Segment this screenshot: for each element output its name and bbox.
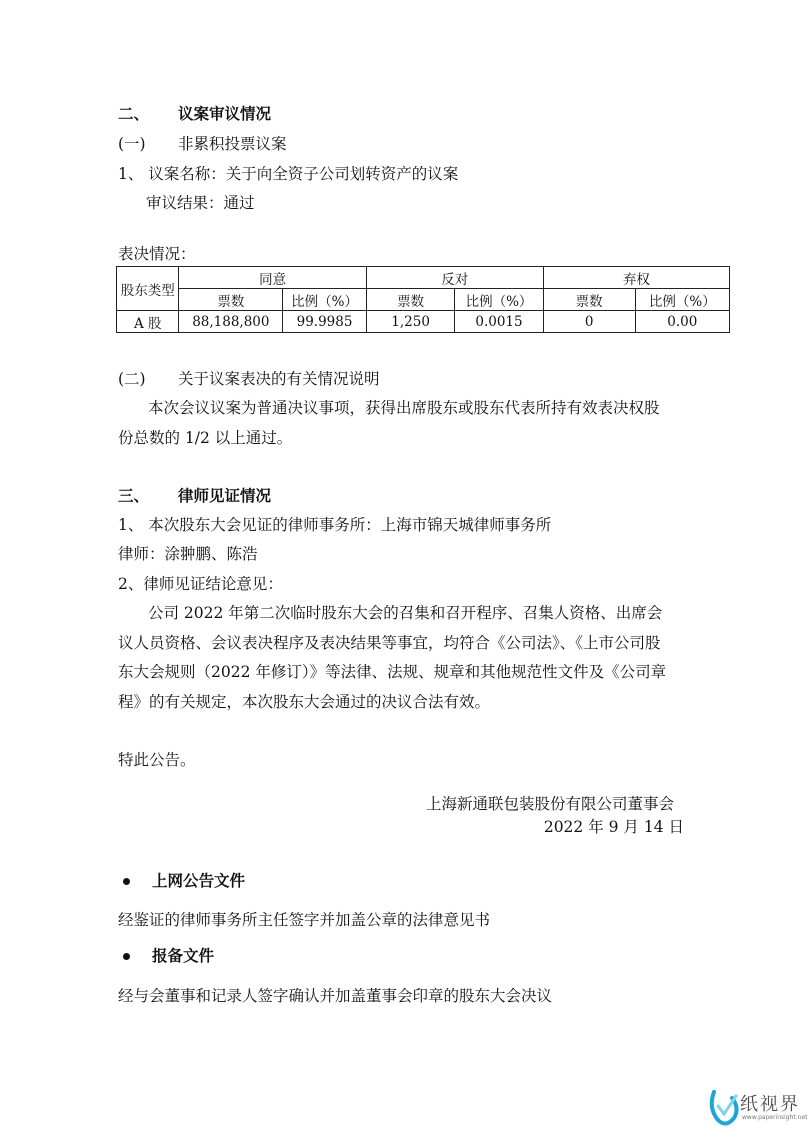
signature-company: 上海新通联包装股份有限公司董事会: [425, 795, 674, 813]
cell-agree-votes: 88,188,800: [179, 311, 283, 333]
table-subheader-row: [117, 289, 730, 311]
bullet-icon: [123, 878, 130, 885]
header-votes: 票数: [179, 289, 283, 311]
header-ratio: 比例（%）: [455, 289, 543, 311]
watermark-url: www.paperinsight.net: [742, 1114, 808, 1121]
filed-docs-text: 经与会董事和记录人签字确认并加盖董事会印章的股东大会决议: [118, 987, 553, 1005]
online-docs-heading: 上网公告文件: [152, 872, 246, 890]
section-title: 议案审议情况: [178, 105, 272, 123]
filed-docs-heading: 报备文件: [152, 947, 215, 965]
paragraph-line: 程》的有关规定，本次股东大会通过的决议合法有效。: [118, 693, 491, 711]
group-oppose: 反对: [366, 267, 543, 289]
table-header-row: [117, 267, 730, 289]
paragraph-line: 本次会议议案为普通决议事项，获得出席股东或股东代表所持有效表决权股: [148, 399, 660, 417]
lawyers-line: 律师：涂翀鹏、陈浩: [118, 545, 258, 563]
header-votes: 票数: [366, 289, 454, 311]
review-result: 审议结果：通过: [146, 194, 255, 212]
section-title: 律师见证情况: [178, 487, 272, 505]
vote-label: 表决情况：: [118, 245, 196, 263]
table-row: [117, 311, 730, 333]
group-abstain: 弃权: [543, 267, 729, 289]
watermark-text: 纸视界: [740, 1094, 800, 1115]
paragraph-line: 公司 2022 年第二次临时股东大会的召集和召开程序、召集人资格、出席会: [148, 604, 663, 622]
cell-oppose-votes: 1,250: [366, 311, 454, 333]
vote-table: [116, 266, 730, 333]
subsection-number: (一): [118, 135, 146, 153]
section-number: 三、: [118, 487, 150, 505]
online-docs-text: 经鉴证的律师事务所主任签字并加盖公章的法律意见书: [118, 911, 491, 929]
subsection-title: 非累积投票议案: [178, 135, 287, 153]
header-ratio: 比例（%）: [635, 289, 729, 311]
paragraph-line: 东大会规则（2022 年修订）》等法律、法规、规章和其他规范性文件及《公司章: [118, 663, 667, 681]
cell-abstain-ratio: 0.00: [635, 311, 729, 333]
subsection-title: 关于议案表决的有关情况说明: [178, 370, 380, 388]
cell-abstain-votes: 0: [543, 311, 635, 333]
signature-date: 2022 年 9 月 14 日: [543, 818, 684, 836]
cell-agree-ratio: 99.9985: [283, 311, 367, 333]
subsection-number: (二): [118, 370, 146, 388]
col-shareholder-type: 股东类型: [117, 267, 179, 311]
section-number: 二、: [118, 105, 150, 123]
bullet-icon: [123, 953, 130, 960]
opinion-heading: 2、律师见证结论意见：: [118, 575, 283, 593]
header-votes: 票数: [543, 289, 635, 311]
law-firm-line: 1、 本次股东大会见证的律师事务所：上海市锦天城律师事务所: [118, 516, 552, 534]
group-agree: 同意: [179, 267, 366, 289]
motion-name: 1、 议案名称：关于向全资子公司划转资产的议案: [118, 165, 459, 183]
cell-oppose-ratio: 0.0015: [455, 311, 543, 333]
closing-statement: 特此公告。: [118, 751, 196, 769]
header-ratio: 比例（%）: [283, 289, 367, 311]
cell-type: A 股: [117, 311, 179, 333]
paragraph-line: 份总数的 1/2 以上通过。: [118, 429, 293, 447]
paragraph-line: 议人员资格、会议表决程序及表决结果等事宜，均符合《公司法》、《上市公司股: [118, 634, 661, 652]
